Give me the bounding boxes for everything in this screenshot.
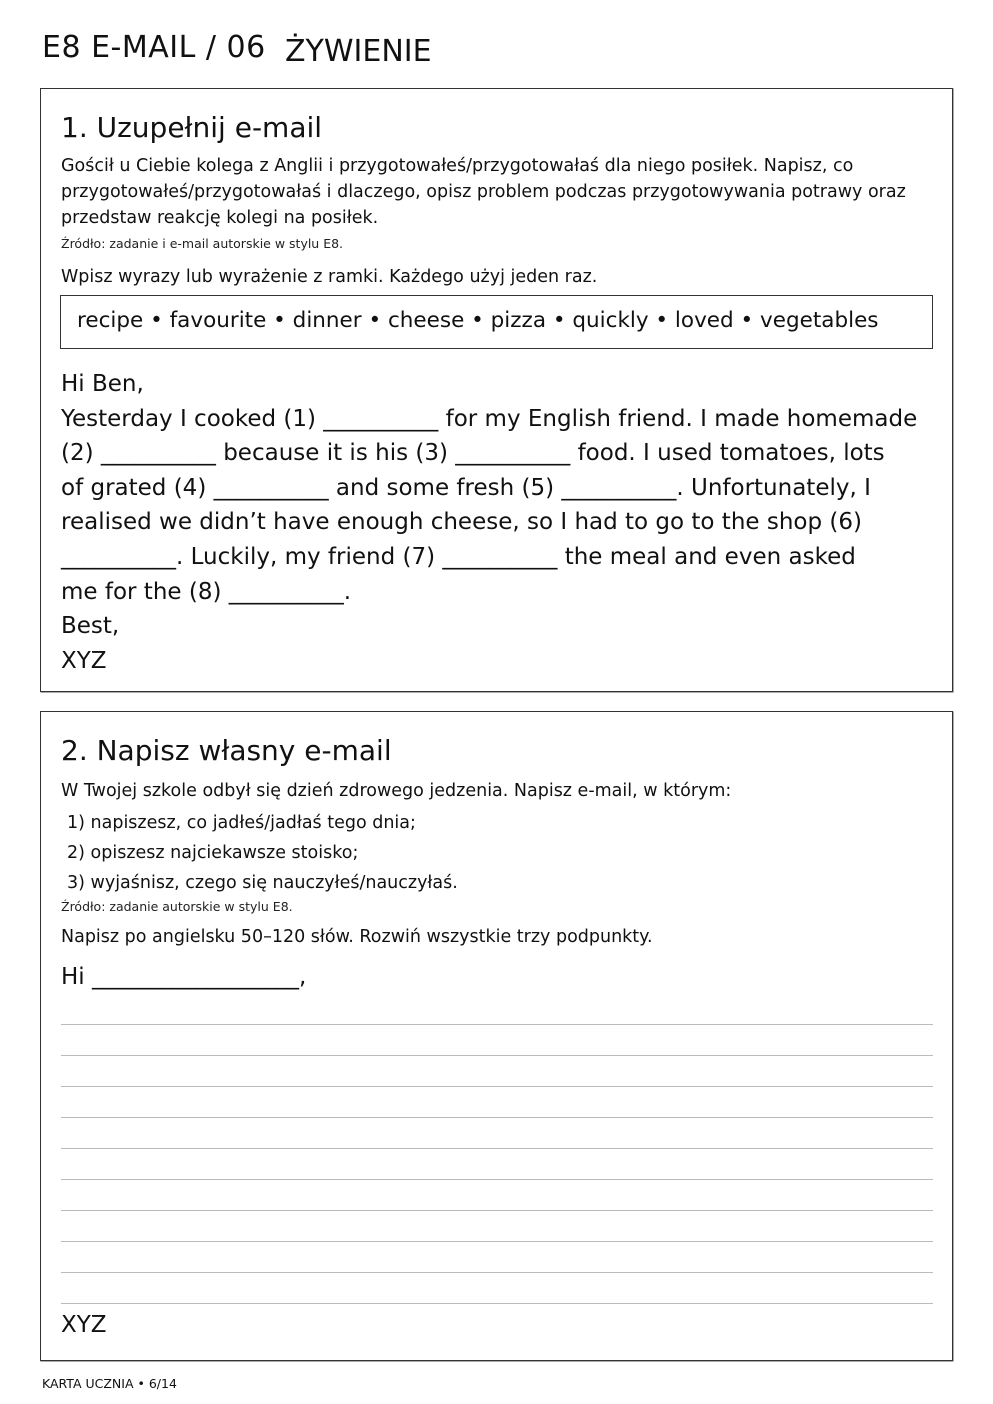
worksheet-topic: ŻYWIENIE (285, 34, 432, 69)
writing-line[interactable] (61, 1086, 933, 1087)
task1-instruction-line: przedstaw reakcję kolegi na posiłek. (61, 208, 379, 228)
task1-title: 1. Uzupełnij e-mail (61, 111, 323, 144)
word-box-instruction: Wpisz wyrazy lub wyrażenie z ramki. Każdego użyj jeden raz. (61, 267, 598, 287)
page-footer: KARTA UCZNIA • 6/14 (42, 1376, 177, 1391)
email-line: realised we didn’t have enough cheese, so I had to go to the shop (6) (61, 509, 862, 536)
writing-line[interactable] (61, 1117, 933, 1118)
email-line: XYZ (61, 647, 107, 674)
email-line: of grated (4) __________ and some fresh (5) __________. Unfortunately, I (61, 474, 871, 501)
task2-points (67, 808, 458, 898)
writing-line[interactable] (61, 1024, 933, 1025)
task2-point: 3) wyjaśnisz, czego się nauczyłeś/nauczyłaś. (67, 873, 458, 893)
writing-line[interactable] (61, 1210, 933, 1211)
task2-instruction: W Twojej szkole odbył się dzień zdrowego jedzenia. Napisz e-mail, w którym: (61, 781, 732, 801)
email-line: Yesterday I cooked (1) __________ for my English friend. I made homemade (61, 405, 918, 432)
writing-lines[interactable] (61, 1024, 933, 1334)
writing-line[interactable] (61, 1179, 933, 1180)
word-limit-instruction: Napisz po angielsku 50–120 słów. Rozwiń wszystkie trzy podpunkty. (61, 927, 653, 947)
task1-source: Źródło: zadanie i e-mail autorskie w stylu E8. (61, 236, 344, 251)
writing-line[interactable] (61, 1272, 933, 1273)
writing-line[interactable] (61, 1055, 933, 1056)
task2-point: 1) napiszesz, co jadłeś/jadłaś tego dnia; (67, 813, 416, 833)
email-line: __________. Luckily, my friend (7) __________ the meal and even asked (61, 543, 856, 570)
task1-instruction-line: Gościł u Ciebie kolega z Anglii i przygotowałeś/przygotowałaś dla niego posiłek. Napisz, co (61, 156, 854, 176)
worksheet-code: E8 E-MAIL / 06 (42, 30, 266, 65)
task1-instruction-line: przygotowałeś/przygotowałaś i dlaczego, opisz problem podczas przygotowywania potrawy oraz (61, 182, 906, 202)
email-greeting: Hi __________________, (61, 964, 307, 990)
task2-source: Źródło: zadanie autorskie w stylu E8. (61, 899, 293, 914)
task2-title: 2. Napisz własny e-mail (61, 734, 392, 767)
writing-line[interactable] (61, 1303, 933, 1304)
task1-panel (40, 88, 953, 692)
email-text (61, 367, 941, 678)
email-signature: XYZ (61, 1312, 107, 1338)
email-line: Best, (61, 613, 120, 640)
writing-line[interactable] (61, 1148, 933, 1149)
email-line: (2) __________ because it is his (3) __________ food. I used tomatoes, lots (61, 440, 885, 467)
word-bank-box (60, 295, 933, 349)
writing-line[interactable] (61, 1241, 933, 1242)
task2-point: 2) opiszesz najciekawsze stoisko; (67, 843, 359, 863)
email-line: Hi Ben, (61, 371, 144, 397)
task2-panel (40, 711, 953, 1361)
task1-instruction (61, 153, 906, 231)
email-line: me for the (8) __________. (61, 578, 352, 605)
word-bank: recipe • favourite • dinner • cheese • pizza • quickly • loved • vegetables (77, 308, 879, 333)
